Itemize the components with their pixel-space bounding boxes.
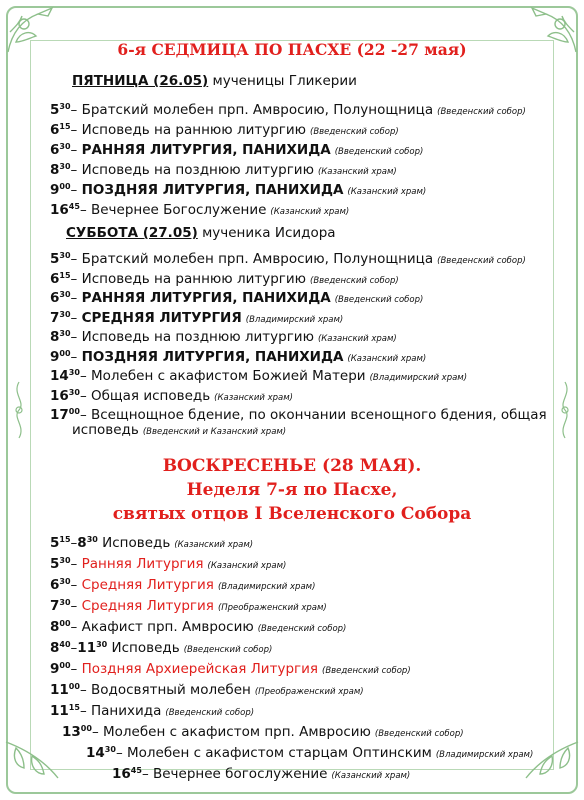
time-minutes: 00 [68,682,80,691]
time-minutes: 00 [59,348,71,358]
time-minutes: 45 [130,766,142,775]
time: $5^{15}$ [50,535,71,551]
dash: – [70,270,82,287]
dash: – [91,724,103,740]
event-label: Исповедь на раннюю литургию [81,270,307,287]
time-minutes: 30 [59,102,71,111]
dash: – [70,162,82,178]
event-location: (Владимирский храм) [217,582,316,592]
dash: – [70,348,82,365]
saturday-header [66,224,336,243]
dash: – [70,329,82,345]
dash: – [115,745,127,761]
time: $9^{00}$ [50,348,71,365]
event-label: Исповедь на позднюю литургию [81,162,314,178]
dash: – [70,102,82,118]
time: $5^{30}$ [50,251,71,267]
event-location: (Владимирский храм) [245,314,344,325]
leaf-ornament-icon [8,380,30,440]
time-minutes: 30 [59,598,71,607]
event-location: (Казанский храм) [270,207,350,217]
time-minutes: 45 [68,202,80,211]
event-location: (Введенский собор) [310,275,399,286]
event-label: Молебен с акафистом старцам Оптинским [126,745,432,761]
sunday-subtitle: Неделя 7-я по Пасхе, [186,480,398,500]
dash: – [79,682,91,698]
time: $16^{45}$ [50,202,80,218]
event-location: (Казанский храм) [207,561,287,571]
dash: – [70,182,82,198]
dash: – [79,387,91,404]
dash: – [79,368,91,384]
event-label: Всещнощное бдение, по окончании всенощного бдения, общая [90,407,547,423]
cont-label: исповедь [72,422,139,438]
page-title: 6-я СЕДМИЦА ПО ПАСХЕ (22 -27 мая) [117,40,467,59]
event-label: Панихида [90,703,162,719]
friday-saint: мученицы Гликерии [212,73,357,89]
event-label: Молебен с акафистом прп. Амвросию [102,724,371,740]
time-minutes: 30 [59,290,71,299]
saturday-day: СУББОТА (27.05) [66,225,198,241]
time: $6^{30}$ [50,290,71,306]
sunday-feast: святых отцов I Вселенского Собора [112,504,472,524]
event-label: Братский молебен прп. Амвросию, Полунощница [81,102,434,118]
cont-location: (Введенский и Казанский храм) [142,427,287,437]
event-label: РАННЯЯ ЛИТУРГИЯ, ПАНИХИДА [81,290,331,306]
event-label: Поздняя Архиерейская Литургия [81,661,318,677]
time: $6^{30}$ [50,142,71,158]
time: $5^{30}$ [50,102,71,118]
schedule-row [50,197,349,222]
time-minutes: 15 [59,122,71,131]
dash: – [70,598,82,614]
time: $6^{30}$ [50,577,71,593]
leaf-ornament-icon [2,738,62,798]
event-location: (Введенский собор) [322,666,411,676]
time: $9^{00}$ [50,182,71,198]
time: $6^{15}$ [50,122,71,138]
dash: – [79,202,91,218]
time: $8^{00}$ [50,619,71,635]
time: $8^{30}$ [50,329,71,345]
time: $5^{30}$ [50,556,71,572]
event-location: (Введенский собор) [374,729,464,739]
event-label: Исповедь на раннюю литургию [81,122,307,138]
time: $16^{30}$ [50,387,80,404]
time-minutes: 00 [59,661,71,670]
event-location: (Казанский храм) [331,771,411,781]
event-location: (Введенский собор) [257,624,347,634]
schedule-row [112,761,410,786]
event-label: Водосвятный молебен [90,682,251,698]
event-location: (Введенский собор) [334,147,424,157]
dash: – [70,290,82,306]
event-location: (Введенский собор) [165,708,255,718]
time-minutes: 30 [59,556,71,565]
time-minutes: 30 [59,251,71,260]
time: $13^{00}$ [62,724,92,740]
time: $11^{30}$ [77,640,108,656]
event-location: (Владимирский храм) [435,750,534,760]
event-label: ПОЗДНЯЯ ЛИТУРГИЯ, ПАНИХИДА [81,182,344,198]
event-label: Средняя Литургия [81,577,214,593]
time: $14^{30}$ [50,368,80,384]
event-location: (Введенский собор) [437,107,526,117]
event-label: Исповедь на позднюю литургию [81,329,314,345]
event-label: РАННЯЯ ЛИТУРГИЯ, ПАНИХИДА [81,142,331,158]
dash: – [70,577,82,593]
time-minutes: 00 [68,407,80,416]
dash: – [70,309,82,326]
event-label: Средняя Литургия [81,598,214,614]
time-minutes: 15 [68,703,80,712]
time-minutes: 30 [86,535,98,544]
time-minutes: 15 [59,270,71,280]
dash: – [70,556,82,572]
event-location: (Введенский собор) [310,127,399,137]
sunday-title: ВОСКРЕСЕНЬЕ (28 МАЯ). [162,456,422,476]
event-label: Ранняя Литургия [81,556,204,572]
event-label: Вечернее Богослужение [90,202,267,218]
time: $8^{40}$ [50,640,71,656]
time: $14^{30}$ [86,745,116,761]
time: $8^{30}$ [50,162,71,178]
time-minutes: 00 [59,182,71,191]
event-location: (Преображенский храм) [217,603,327,613]
time-minutes: 15 [59,535,71,544]
time-minutes: 30 [96,640,108,649]
event-location: (Казанский храм) [174,540,254,550]
time: $17^{00}$ [50,407,80,423]
event-label: ПОЗДНЯЯ ЛИТУРГИЯ, ПАНИХИДА [81,348,344,365]
time: $6^{15}$ [50,270,71,287]
friday-header [72,72,357,91]
time-minutes: 30 [59,162,71,171]
time-minutes: 30 [59,142,71,151]
time-minutes: 30 [59,329,71,338]
time-minutes: 00 [80,724,92,733]
event-label: Исповедь [111,640,180,656]
event-location: (Казанский храм) [347,353,427,364]
dash: – [141,766,153,782]
event-label: Акафист прп. Амвросию [81,619,254,635]
event-location: (Введенский собор) [183,645,273,655]
event-location: (Казанский храм) [317,167,397,177]
event-location: (Казанский храм) [347,187,427,197]
time: $11^{15}$ [50,703,80,719]
time-minutes: 40 [59,640,71,649]
time: $9^{00}$ [50,661,71,677]
time: $11^{00}$ [50,682,80,698]
time: $8^{30}$ [77,535,98,551]
time-minutes: 30 [59,577,71,586]
dash: – [70,122,82,138]
dash: – [70,251,82,267]
event-label: Исповедь [102,535,171,551]
dash: – [79,703,91,719]
event-label: Вечернее богослужение [152,766,328,782]
time-minutes: 00 [59,619,71,628]
schedule-row: $8^{40}-11^{30}$ Исповедь (Введенский собор) [50,640,273,656]
time-minutes: 30 [104,745,116,754]
event-location: (Казанский храм) [317,334,397,344]
dash: – [70,619,82,635]
event-label: Общая исповедь [90,387,211,404]
event-location: (Преображенский храм) [254,687,364,697]
saturday-saint: мученика Исидора [202,225,336,241]
event-label: СРЕДНЯЯ ЛИТУРГИЯ [81,309,242,326]
time-minutes: 30 [59,309,71,319]
event-location: (Введенский собор) [437,256,526,266]
event-location: (Казанский храм) [214,392,293,403]
event-location: (Владимирский храм) [369,373,468,383]
saturday-continuation [72,421,286,442]
dash: – [70,661,82,677]
time: $7^{30}$ [50,309,71,326]
time: $16^{45}$ [112,766,142,782]
event-label: Братский молебен прп. Амвросию, Полунощница [81,251,434,267]
schedule-row: $5^{15}-8^{30}$ Исповедь (Казанский храм) [50,535,254,551]
friday-day: ПЯТНИЦА (26.05) [72,73,209,89]
dash: – [70,142,82,158]
event-location: (Введенский собор) [334,295,424,305]
event-label: Молебен с акафистом Божией Матери [90,368,366,384]
time-minutes: 30 [68,387,80,397]
time: $7^{30}$ [50,598,71,614]
leaf-ornament-icon [554,380,576,440]
time-minutes: 30 [68,368,80,377]
dash: – [79,407,91,423]
